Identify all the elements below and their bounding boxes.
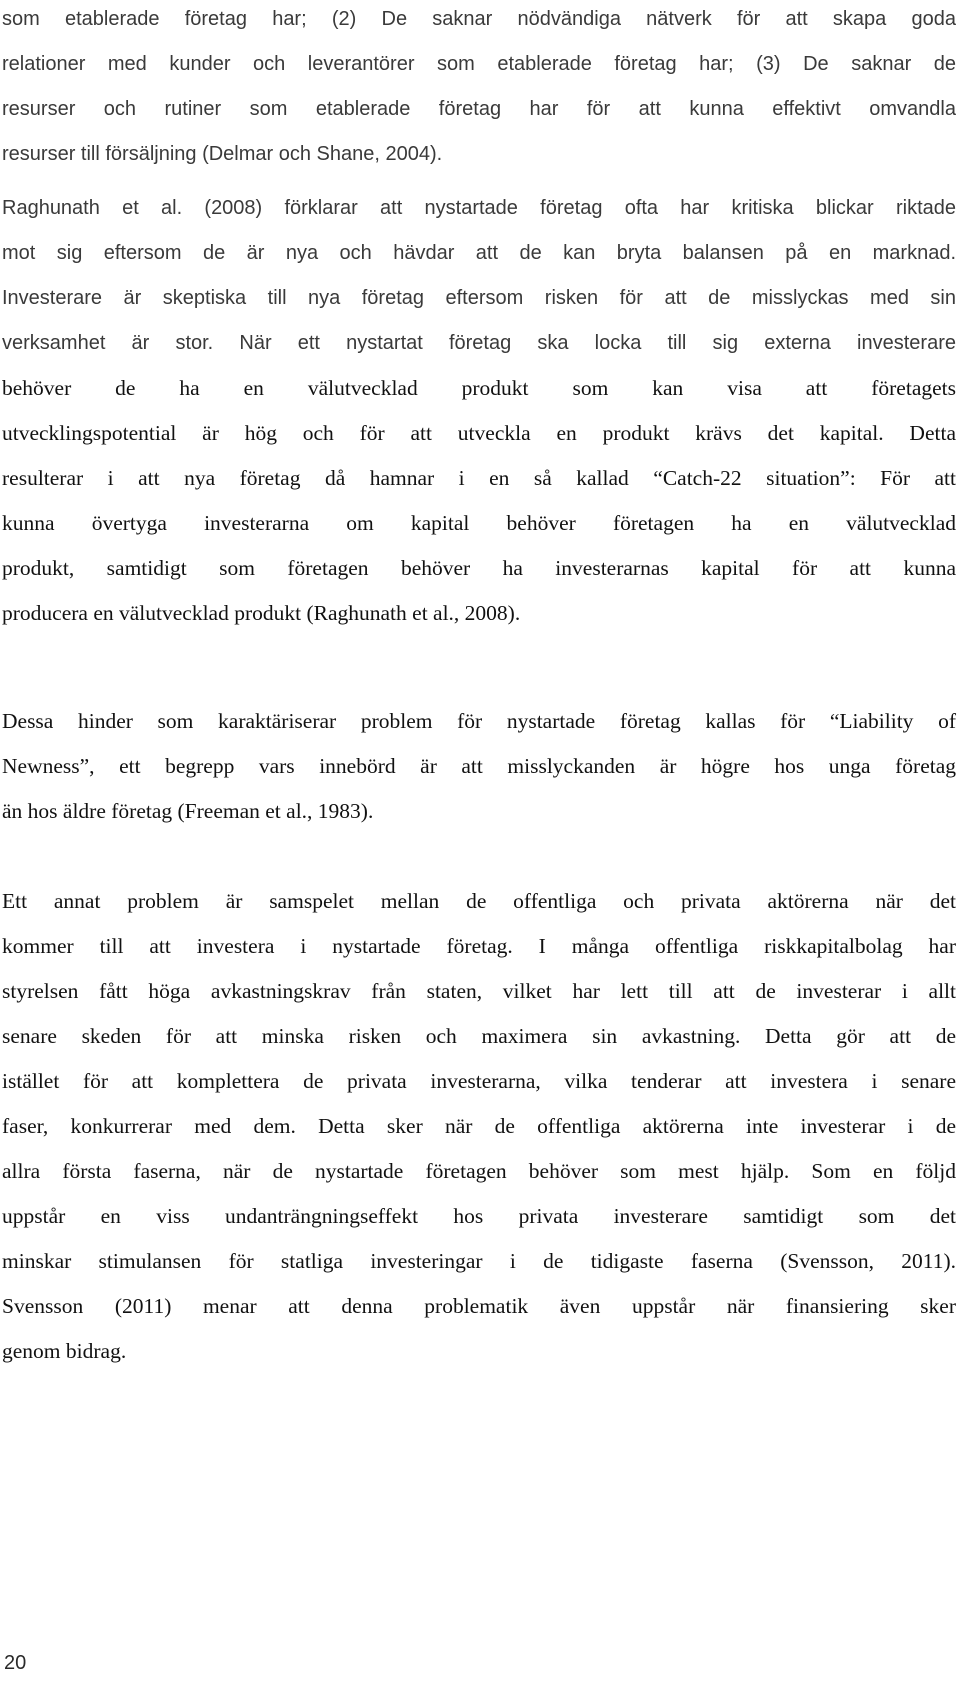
paragraph-2-part-b [2,369,956,639]
text-line: faser, konkurrerar med dem. Detta sker när de offentliga aktörerna inte investerar i de [2,1114,956,1138]
text-line: som etablerade företag har; (2) De saknar nödvändiga nätverk för att skapa goda [2,8,956,30]
text-line: Dessa hinder som karaktäriserar problem för nystartade företag kallas för “Liability of [2,709,956,733]
text-line: verksamhet är stor. När ett nystartat företag ska locka till sig externa investerare [2,332,956,354]
text-line: kunna övertyga investerarna om kapital behöver företagen ha en välutvecklad [2,511,956,535]
paragraph-4 [2,882,956,1377]
text-line: uppstår en viss undanträngningseffekt hos privata investerare samtidigt som det [2,1204,956,1228]
paragraph-2-part-a [2,189,956,369]
text-line: Ett annat problem är samspelet mellan de offentliga och privata aktörerna när det [2,889,956,913]
text-line: relationer med kunder och leverantörer som etablerade företag har; (3) De saknar de [2,53,956,75]
text-line: Investerare är skeptiska till nya företag eftersom risken för att de misslyckas med sin [2,287,956,309]
text-line: minskar stimulansen för statliga investeringar i de tidigaste faserna (Svensson, 2011). [2,1249,956,1273]
text-line: Svensson (2011) menar att denna problematik även uppstår när finansiering sker [2,1294,956,1318]
text-line: mot sig eftersom de är nya och hävdar att de kan bryta balansen på en marknad. [2,242,956,264]
text-line: Newness”, ett begrepp vars innebörd är att misslyckanden är högre hos unga företag [2,754,956,778]
text-line: allra första faserna, när de nystartade företagen behöver som mest hjälp. Som en följd [2,1159,956,1183]
text-line: styrelsen fått höga avkastningskrav från staten, vilket har lett till att de investerar i allt [2,979,956,1003]
text-line: genom bidrag. [2,1339,127,1363]
text-line: kommer till att investera i nystartade företag. I många offentliga riskkapitalbolag har [2,934,956,958]
text-line: istället för att komplettera de privata investerarna, vilka tenderar att investera i senare [2,1069,956,1093]
paragraph-3 [2,702,956,837]
text-line: producera en välutvecklad produkt (Raghunath et al., 2008). [2,601,521,625]
text-line: resulterar i att nya företag då hamnar i en så kallad “Catch-22 situation”: För att [2,466,956,490]
text-line: resurser och rutiner som etablerade företag har för att kunna effektivt omvandla [2,98,956,120]
text-line: produkt, samtidigt som företagen behöver ha investerarnas kapital för att kunna [2,556,956,580]
text-line: resurser till försäljning (Delmar och Shane, 2004). [2,143,443,165]
text-line: utvecklingspotential är hög och för att utveckla en produkt krävs det kapital. Detta [2,421,956,445]
text-line: Raghunath et al. (2008) förklarar att nystartade företag ofta har kritiska blickar riktade [2,197,956,219]
text-line: behöver de ha en välutvecklad produkt som kan visa att företagets [2,376,956,400]
text-line: än hos äldre företag (Freeman et al., 1983). [2,799,374,823]
page-number: 20 [4,1652,27,1674]
text-line: senare skeden för att minska risken och maximera sin avkastning. Detta gör att de [2,1024,956,1048]
paragraph-1 [2,0,956,180]
